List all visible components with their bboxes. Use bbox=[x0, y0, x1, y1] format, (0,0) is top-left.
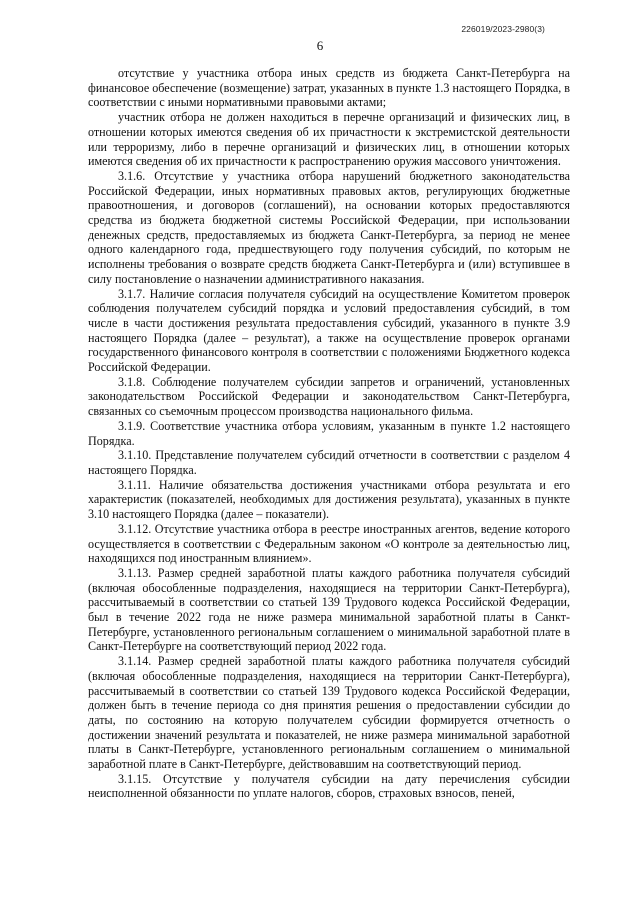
paragraph: 3.1.14. Размер средней заработной платы каждого работника получателя субсидий (включая обособленные подразделения, находящиеся на территории Санкт-Петербурга), рассчитываемый в соответствии со статьей 139 Трудового кодекса Российской Федерации, должен быть в течение периода со дня принятия решения о предоставлении субсидии до даты, по состоянию на которую получателем субсидии формируется отчетность о достижении значений результата и показателей, не ниже размера минимальной заработной платы в Санкт-Петербурге, установленного региональным соглашением о минимальной заработной плате в Санкт-Петербурге, действовавшим на соответствующий период. bbox=[88, 654, 570, 772]
paragraph: 3.1.13. Размер средней заработной платы каждого работника получателя субсидий (включая обособленные подразделения, находящиеся на территории Санкт-Петербурга), рассчитываемый в соответствии со статьей 139 Трудового кодекса Российской Федерации, был в течение 2022 года не ниже размера минимальной заработной платы в Санкт-Петербурге, установленного региональным соглашением о минимальной заработной плате в Санкт-Петербурге на соответствующий период 2022 года. bbox=[88, 565, 570, 654]
document-body bbox=[88, 66, 570, 801]
page-number: 6 bbox=[316, 38, 324, 53]
paragraph: 3.1.11. Наличие обязательства достижения участниками отбора результата и его характеристик (показателей, необходимых для достижения результата), указанных в пункте 3.10 настоящего Порядка (далее – показатели). bbox=[88, 477, 570, 522]
document-id: 226019/2023-2980(3) bbox=[461, 24, 545, 34]
paragraph: участник отбора не должен находиться в перечне организаций и физических лиц, в отношении которых имеются сведения об их причастности к экстремистской деятельности или терроризму, либо в перечне организаций и физических лиц, в отношении которых имеются сведения об их причастности к распространению оружия массового уничтожения. bbox=[88, 110, 570, 169]
paragraph: 3.1.12. Отсутствие участника отбора в реестре иностранных агентов, ведение которого осуществляется в соответствии с Федеральным законом «О контроле за деятельностью лиц, находящихся под иностранным влиянием». bbox=[88, 521, 570, 566]
paragraph: 3.1.10. Представление получателем субсидий отчетности в соответствии с разделом 4 настоящего Порядка. bbox=[88, 448, 570, 477]
paragraph: отсутствие у участника отбора иных средств из бюджета Санкт-Петербурга на финансовое обеспечение (возмещение) затрат, указанных в пункте 1.3 настоящего Порядка, в соответствии с иными нормативными правовыми актами; bbox=[88, 66, 570, 110]
paragraph: 3.1.9. Соответствие участника отбора условиям, указанным в пункте 1.2 настоящего Порядка. bbox=[88, 418, 570, 448]
paragraph: 3.1.15. Отсутствие у получателя субсидии на дату перечисления субсидии неисполненной обязанности по уплате налогов, сборов, страховых взносов, пеней, bbox=[88, 771, 570, 801]
paragraph: 3.1.8. Соблюдение получателем субсидии запретов и ограничений, установленных законодательством Российской Федерации и законодательством Санкт-Петербурга, связанных со съемочным процессом производства национального фильма. bbox=[88, 374, 570, 419]
paragraph: 3.1.6. Отсутствие у участника отбора нарушений бюджетного законодательства Российской Федерации, иных нормативных правовых актов, регулирующих бюджетные правоотношения, и договоров (соглашений), на основании которых предоставляются средства из бюджета бюджетной системы Российской Федерации, при использовании денежных средств, предоставляемых из бюджета Санкт-Петербурга, за период не менее одного календарного года, предшествующего году получения субсидий, по которым не исполнены требования о возврате средств бюджета Санкт-Петербурга и (или) вступившее в силу постановление о назначении административного наказания. bbox=[88, 168, 570, 286]
paragraph: 3.1.7. Наличие согласия получателя субсидий на осуществление Комитетом проверок соблюдения получателем субсидий порядка и условий предоставления субсидий, в том числе в части достижения результата предоставления субсидий, указанного в пункте 3.9 настоящего Порядка (далее – результат), а также на осуществление проверок органами государственного финансового контроля в соответствии с положениями Бюджетного кодекса Российской Федерации. bbox=[88, 286, 570, 375]
